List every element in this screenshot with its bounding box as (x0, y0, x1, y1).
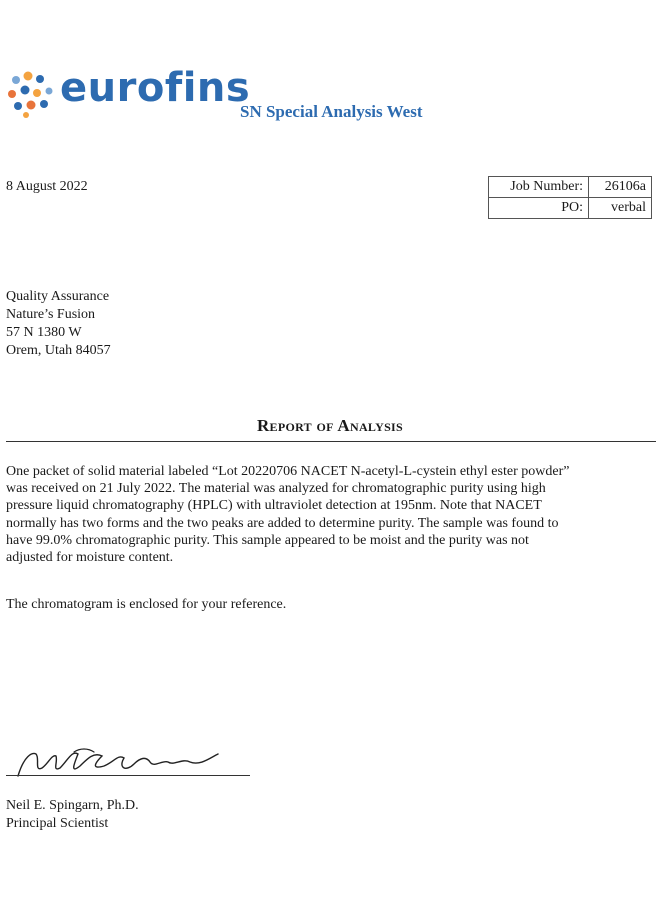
handwritten-signature (14, 746, 234, 786)
enclosed-note: The chromatogram is enclosed for your reference. (6, 597, 287, 612)
body-line: pressure liquid chromatography (HPLC) with ultraviolet detection at 195nm. Note that NACET (6, 498, 542, 514)
logo-dot (36, 75, 44, 83)
logo-dot (12, 76, 20, 84)
body-line: was received on 21 July 2022. The material was analyzed for chromatographic purity using high (6, 481, 546, 497)
po-row (489, 198, 652, 219)
po-value: verbal (589, 198, 652, 219)
report-title: Report of Analysis (256, 416, 403, 435)
signer-block (6, 797, 139, 833)
report-body (6, 463, 658, 566)
body-line: One packet of solid material labeled “Lot 20220706 NACET N-acetyl-L-cystein ethyl ester powder” (6, 464, 570, 479)
address-line: Nature’s Fusion (6, 307, 96, 322)
logo-dot (33, 89, 41, 97)
recipient-address (6, 288, 111, 360)
logo-dot (8, 90, 16, 98)
logo-dot (24, 72, 33, 81)
logo-dot (21, 86, 30, 95)
po-label: PO: (489, 198, 589, 219)
body-line: have 99.0% chromatographic purity. This sample appeared to be moist and the purity was not (6, 532, 529, 548)
job-number-value: 26106a (589, 177, 652, 198)
address-line: 57 N 1380 W (6, 325, 82, 340)
logo-dot (46, 88, 53, 95)
signer-title: Principal Scientist (6, 816, 109, 831)
address-line: Quality Assurance (6, 289, 110, 304)
signature-line (6, 775, 250, 776)
job-info-table (488, 176, 652, 219)
job-number-row (489, 177, 652, 198)
body-line: adjusted for moisture content. (6, 550, 174, 566)
body-line: normally has two forms and the two peaks are added to determine purity. The sample was found to (6, 515, 559, 531)
title-divider (6, 441, 656, 442)
logo-dot (40, 100, 48, 108)
division-name: SN Special Analysis West (240, 102, 423, 121)
logo-dot (14, 102, 22, 110)
letter-date: 8 August 2022 (6, 179, 88, 194)
address-line: Orem, Utah 84057 (6, 343, 111, 358)
signer-name: Neil E. Spingarn, Ph.D. (6, 798, 139, 813)
job-number-label: Job Number: (489, 177, 589, 198)
logo-dot (23, 112, 29, 118)
brand-name: eurofins (60, 65, 251, 111)
logo-dot (27, 101, 36, 110)
eurofins-logo-icon (6, 70, 58, 118)
